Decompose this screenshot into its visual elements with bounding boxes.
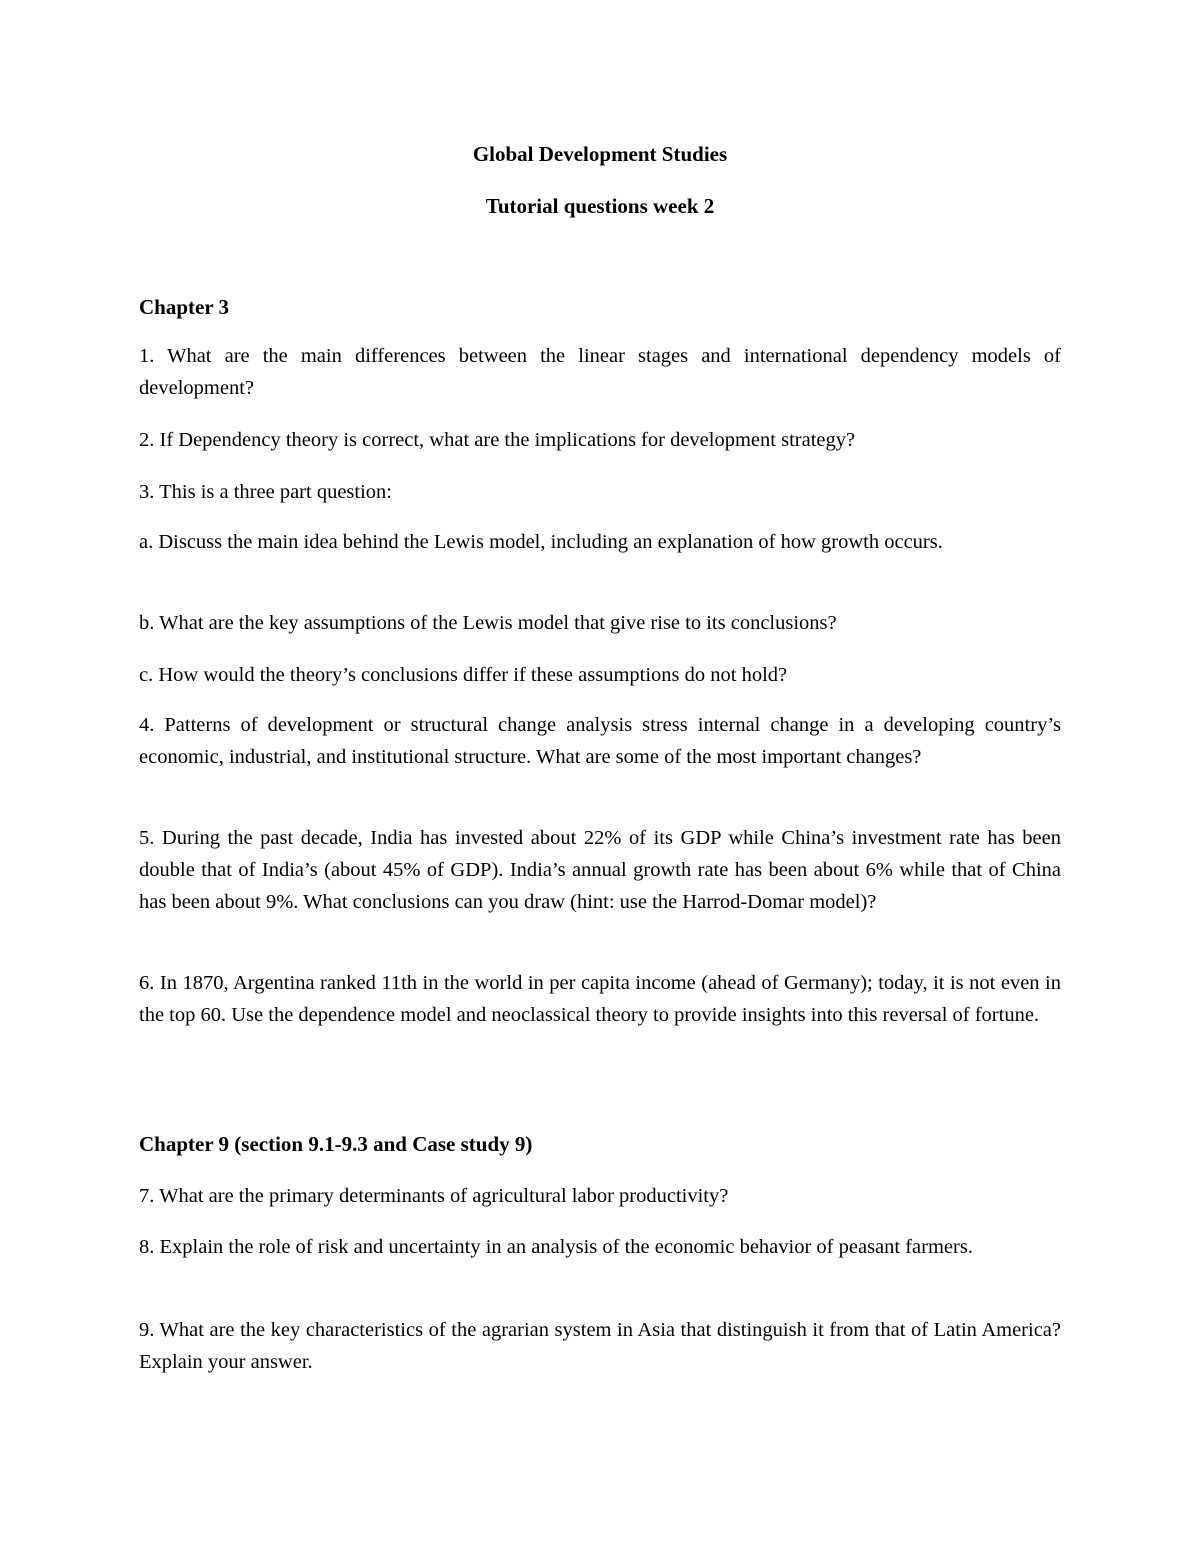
question-4: 4. Patterns of development or structural change analysis stress internal change in a developing country’s economic, industrial, and institutional structure. What are some of the most important changes? xyxy=(139,714,1061,768)
document-title: Global Development Studies xyxy=(472,142,728,166)
question-3a: a. Discuss the main idea behind the Lewis model, including an explanation of how growth occurs. xyxy=(139,531,943,553)
question-5: 5. During the past decade, India has invested about 22% of its GDP while China’s investment rate has been double that of India’s (about 45% of GDP). India’s annual growth rate has been about 6% while that of China has been about 9%. What conclusions can you draw (hint: use the Harrod-Domar model)? xyxy=(139,827,1061,913)
document-subtitle: Tutorial questions week 2 xyxy=(485,194,715,218)
question-3: 3. This is a three part question: xyxy=(139,481,392,503)
question-1: 1. What are the main differences between the linear stages and international dependency models of development? xyxy=(139,345,1061,399)
question-9: 9. What are the key characteristics of the agrarian system in Asia that distinguish it from that of Latin America? Explain your answer. xyxy=(139,1319,1061,1373)
question-3b: b. What are the key assumptions of the Lewis model that give rise to its conclusions? xyxy=(139,612,837,634)
question-6: 6. In 1870, Argentina ranked 11th in the world in per capita income (ahead of Germany); today, it is not even in the top 60. Use the dependence model and neoclassical theory to provide insights into this reversal of fortune. xyxy=(139,972,1061,1026)
question-8: 8. Explain the role of risk and uncertainty in an analysis of the economic behavior of peasant farmers. xyxy=(139,1236,973,1258)
question-7: 7. What are the primary determinants of agricultural labor productivity? xyxy=(139,1185,729,1207)
question-3c: c. How would the theory’s conclusions differ if these assumptions do not hold? xyxy=(139,664,788,686)
chapter-9-heading: Chapter 9 (section 9.1-9.3 and Case study 9) xyxy=(139,1132,533,1156)
chapter-3-heading: Chapter 3 xyxy=(139,295,230,319)
question-2: 2. If Dependency theory is correct, what are the implications for development strategy? xyxy=(139,429,856,451)
